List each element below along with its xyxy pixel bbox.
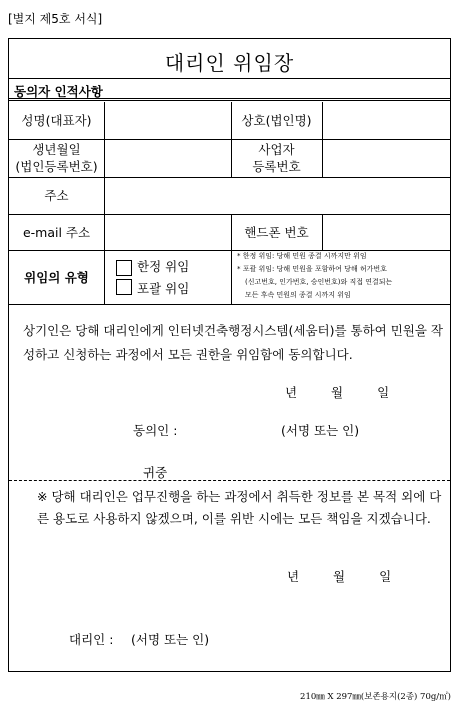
birth-label-line1: 생년월일	[32, 142, 81, 157]
phone-value[interactable]	[323, 214, 451, 250]
form-reference: [별지 제5호 서식]	[8, 12, 103, 26]
divider	[9, 98, 450, 101]
address-label: 주소	[44, 188, 69, 203]
day-label: 일	[379, 569, 392, 584]
biz-reg-value[interactable]	[323, 139, 451, 177]
day-label: 일	[377, 385, 390, 400]
delegation-note: * 한정 위임: 당해 민원 종결 시까지만 위임	[237, 252, 367, 260]
birth-value[interactable]	[105, 139, 231, 177]
delegation-note: * 포괄 위임: 당해 민원을 포함하여 당해 허가번호	[237, 265, 387, 273]
limited-delegation-checkbox[interactable]	[116, 260, 132, 276]
agent-signature[interactable]: (서명 또는 인)	[131, 632, 210, 647]
birth-label-line2: (법인등록번호)	[15, 159, 98, 174]
consenter-label: 동의인 :	[133, 423, 178, 438]
trade-name-value[interactable]	[323, 102, 451, 139]
delegation-note: (신고번호, 인가번호, 승인번호)와 직접 연결되는	[245, 278, 393, 286]
trade-name-label: 상호(법인명)	[241, 113, 312, 128]
name-value[interactable]	[105, 102, 231, 139]
address-value[interactable]	[105, 177, 451, 214]
warning-statement: ※ 당해 대리인은 업무진행을 하는 과정에서 취득한 정보를 본 목적 외에 다른 용도로 사용하지 않겠으며, 이를 위반 시에는 모든 책임을 지겠습니다.	[37, 489, 442, 526]
section-title: 동의자 인적사항	[14, 84, 103, 99]
comprehensive-delegation-checkbox[interactable]	[116, 279, 132, 295]
comprehensive-delegation-label: 포괄 위임	[137, 281, 190, 296]
agent-date	[287, 567, 391, 585]
consenter-signature[interactable]: (서명 또는 인)	[281, 423, 360, 438]
birth-label	[9, 139, 104, 177]
power-of-attorney-form	[8, 38, 451, 672]
year-label: 년	[287, 569, 300, 584]
phone-label: 핸드폰 번호	[244, 224, 309, 240]
consent-date	[285, 383, 389, 401]
delegation-note: 모든 후속 민원의 종결 시까지 위임	[245, 291, 351, 299]
name-label: 성명(대표자)	[21, 113, 92, 128]
year-label: 년	[285, 385, 298, 400]
biz-reg-label-line2: 등록번호	[252, 159, 301, 174]
delegation-type-label: 위임의 유형	[24, 269, 89, 285]
divider	[9, 78, 450, 79]
recipient-label: 귀중	[143, 465, 168, 480]
month-label: 월	[331, 385, 344, 400]
month-label: 월	[333, 569, 346, 584]
email-label: e-mail 주소	[22, 224, 91, 240]
biz-reg-label-line1: 사업자	[258, 142, 295, 157]
dashed-divider	[9, 480, 450, 481]
limited-delegation-label: 한정 위임	[137, 259, 190, 274]
paper-spec-footer: 210㎜ X 297㎜(보존용지(2종) 70g/㎡)	[300, 692, 451, 702]
divider	[9, 304, 450, 305]
agent-label: 대리인 :	[69, 632, 114, 647]
consent-statement: 상기인은 당해 대리인에게 인터넷건축행정시스템(세움터)를 통하여 민원을 작성하고 신청하는 과정에서 모든 권한을 위임함에 동의합니다.	[23, 323, 443, 362]
biz-reg-label	[231, 139, 322, 177]
email-value[interactable]	[105, 214, 231, 250]
form-title: 대리인 위임장	[164, 51, 295, 75]
